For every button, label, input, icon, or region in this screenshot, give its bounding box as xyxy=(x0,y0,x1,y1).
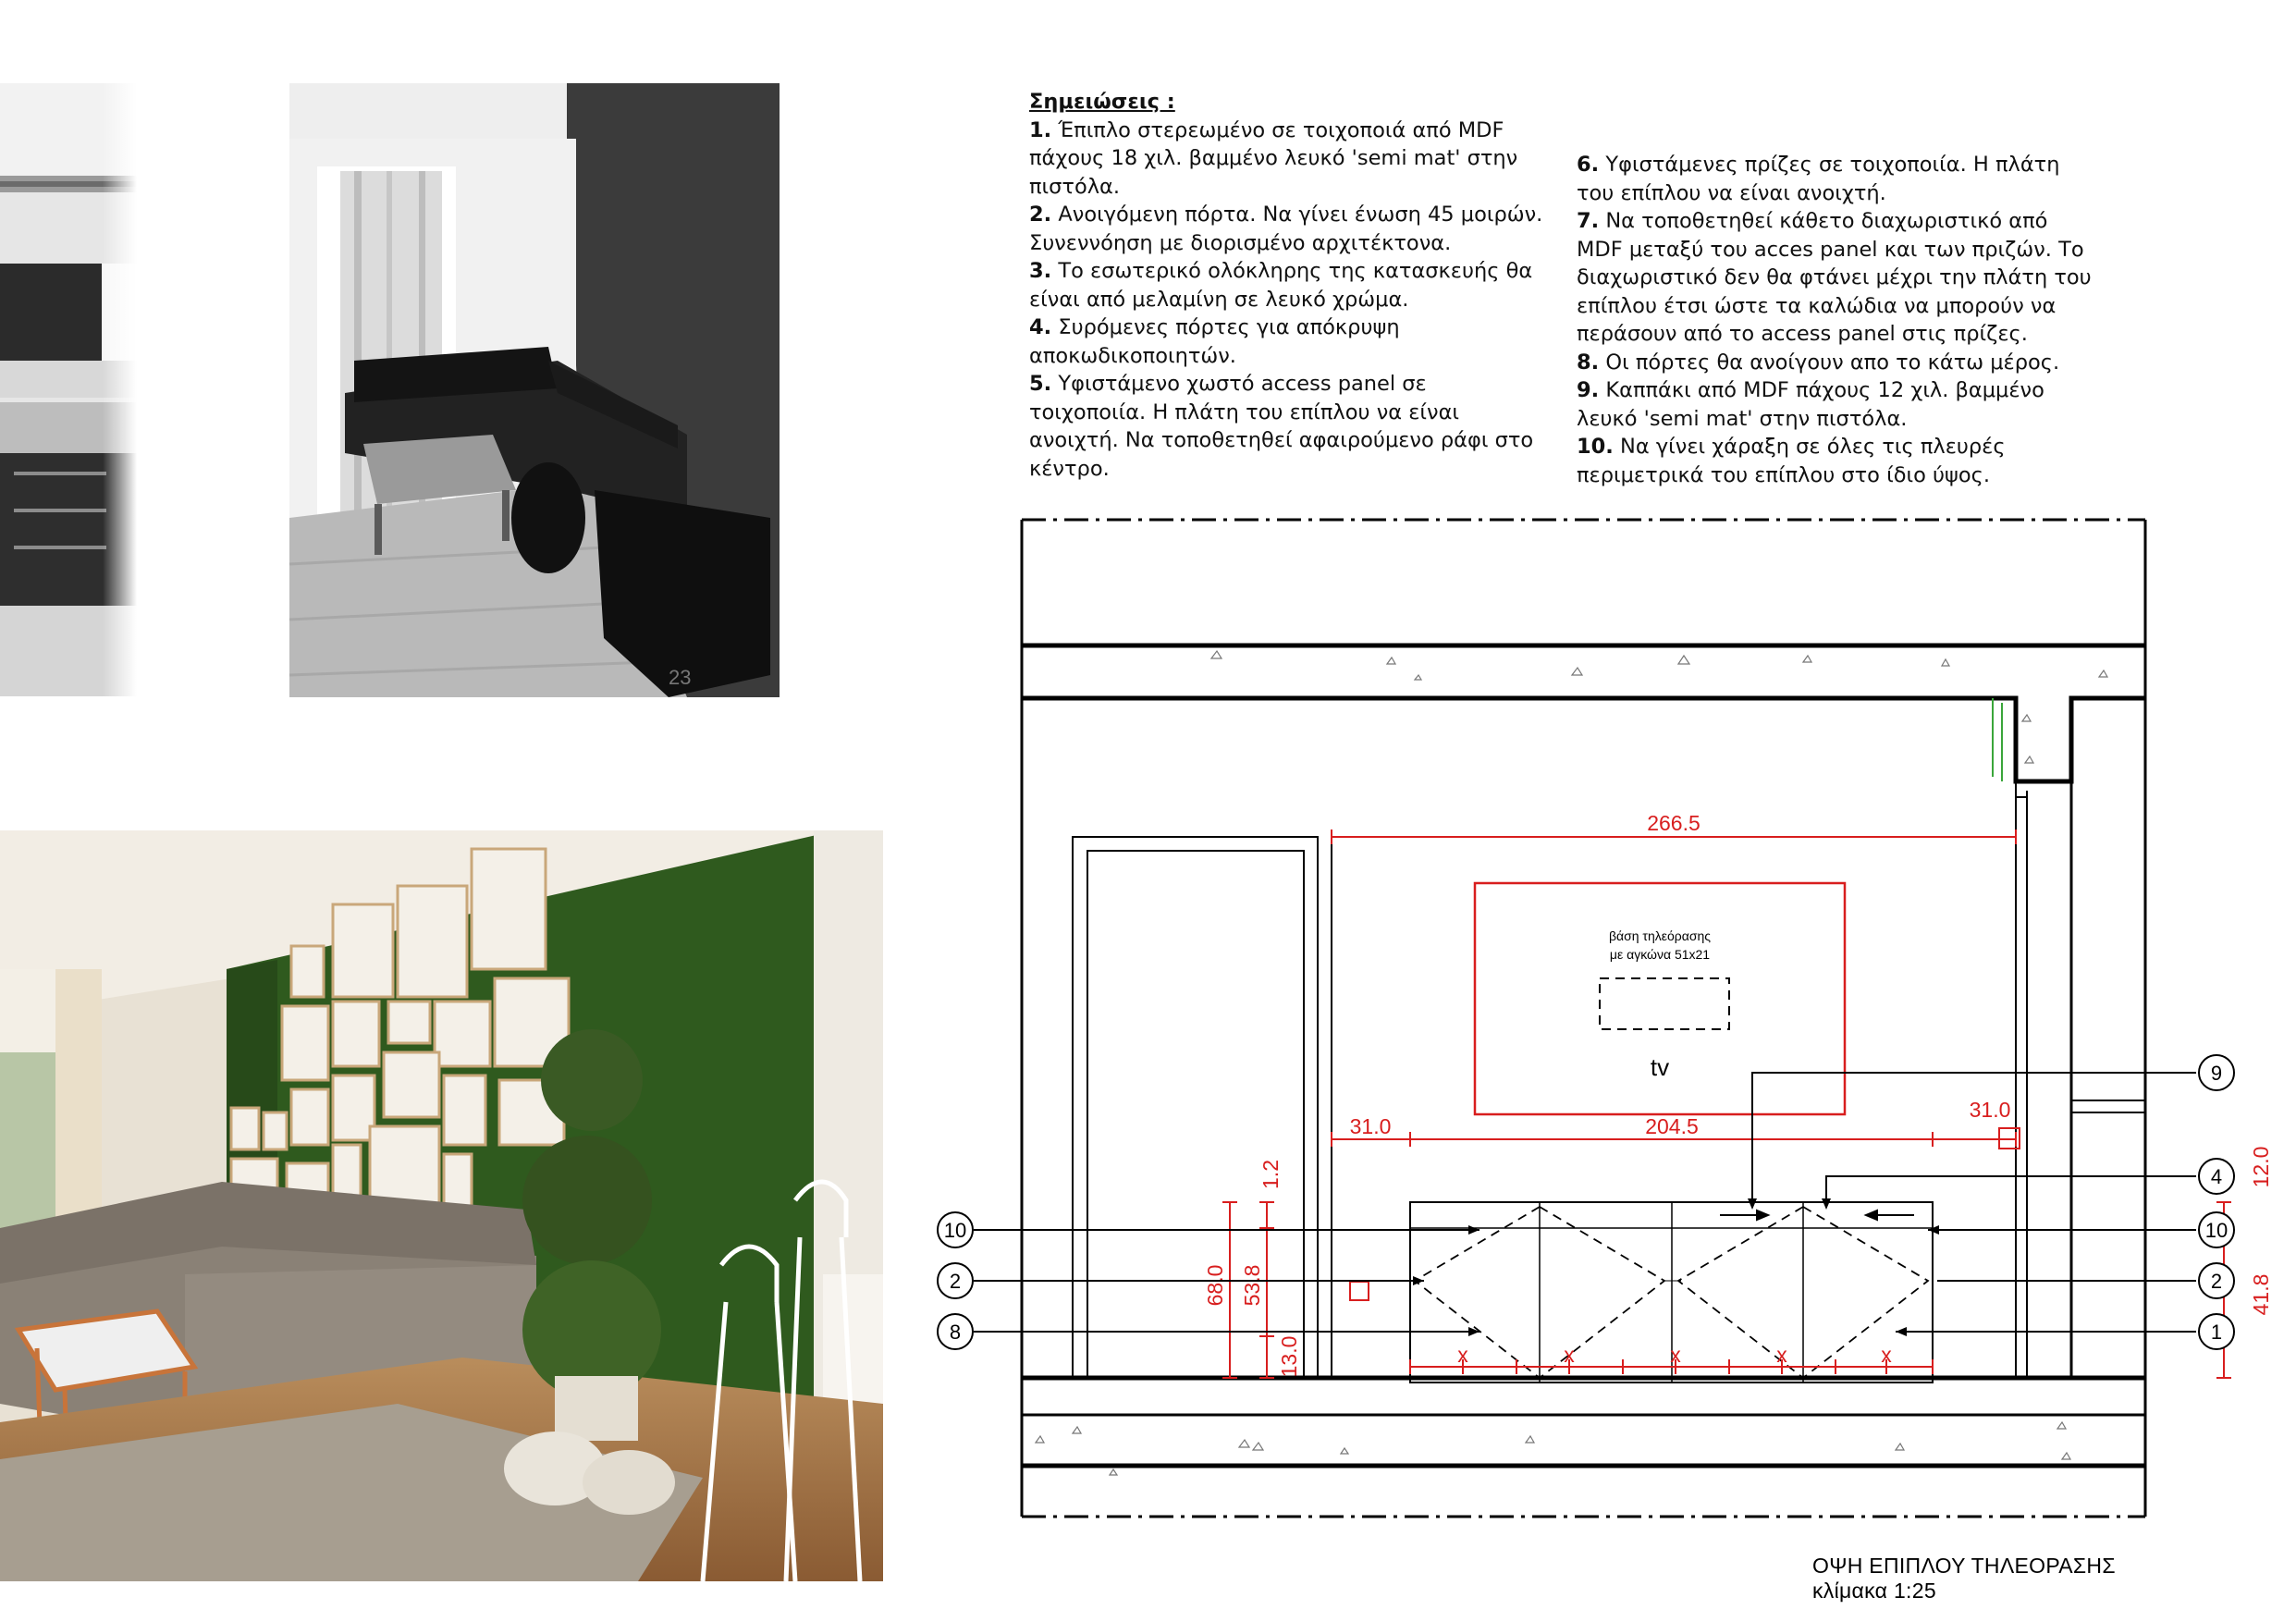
x-mark: x xyxy=(1670,1343,1681,1367)
note-number: 1. xyxy=(1029,117,1052,142)
note-8 xyxy=(1577,349,2094,377)
note-7 xyxy=(1577,207,2094,349)
tv-bracket xyxy=(1600,978,1729,1029)
note-text: Να τοποθετηθεί κάθετο διαχωριστικό από MDF μεταξύ του acces panel και των πριζών. Το διαχωριστικό δεν θα φτάνει μέχρι την πλάτη του επίπλου έτσι ώστε τα καλώδια να μπορούν να περάσουν από το access panel στις πρίζες. xyxy=(1577,209,2092,346)
note-number: 9. xyxy=(1577,378,1600,402)
callout-right-9 xyxy=(2199,1055,2234,1090)
callout-label: 9 xyxy=(2210,1062,2223,1085)
living-room-photo xyxy=(289,83,780,697)
callout-label: 4 xyxy=(2210,1165,2223,1188)
bottom-slab xyxy=(1022,1378,2145,1466)
note-number: 10. xyxy=(1577,435,1614,459)
tv-label: tv xyxy=(1650,1053,1670,1081)
note-number: 6. xyxy=(1577,153,1600,177)
note-text: Συρόμενες πόρτες για απόκρυψη αποκωδικοποιητών. xyxy=(1029,315,1400,368)
caption-scale: κλίμακα 1:25 xyxy=(1812,1579,1936,1603)
dim-top-gap: 1.2 xyxy=(1259,1160,1283,1189)
callout-left-10 xyxy=(938,1212,973,1247)
note-text: Να γίνει χάραξη σε όλες τις πλευρές περιμετρικά του επίπλου στο ίδιο ύψος. xyxy=(1577,435,2006,487)
callout-label: 8 xyxy=(949,1321,962,1344)
callout-right-2 xyxy=(2199,1263,2234,1298)
dim-height-body: 53.8 xyxy=(1240,1264,1264,1307)
photo-number: 23 xyxy=(669,666,692,689)
dim-left-offset: 31.0 xyxy=(1349,1114,1392,1138)
callout-label: 2 xyxy=(949,1270,962,1293)
callout-left-2 xyxy=(938,1263,973,1298)
notes-right xyxy=(1577,151,2094,489)
top-slab xyxy=(1022,645,2145,781)
bracket-label-line1: βάση τηλεόρασης xyxy=(1608,928,1712,943)
note-text: Καππάκι από MDF πάχους 12 χιλ. βαμμένο λευκό 'semi mat' στην πιστόλα. xyxy=(1577,378,2044,431)
notes-heading: Σημειώσεις : xyxy=(1029,90,1175,114)
callout-right-1 xyxy=(2199,1314,2234,1349)
note-9 xyxy=(1577,376,2094,433)
door-frame xyxy=(1073,837,1332,1378)
drawing-caption xyxy=(1812,1554,2116,1604)
callout-left-8 xyxy=(938,1314,973,1349)
note-1 xyxy=(1029,117,1547,202)
dim-plinth: 13.0 xyxy=(1277,1335,1301,1378)
note-number: 2. xyxy=(1029,203,1052,227)
note-number: 8. xyxy=(1577,350,1600,375)
tv-unit-elevation-drawing xyxy=(943,513,2293,1530)
dimension-lines xyxy=(1222,829,2231,1378)
note-text: Υφιστάμενες πρίζες σε τοιχοποιία. Η πλάτη του επίπλου να είναι ανοιχτή. xyxy=(1577,153,2060,205)
note-text: Έπιπλο στερεωμένο σε τοιχοποιά από MDF πάχους 18 χιλ. βαμμένο λευκό 'semi mat' στην πιστόλα. xyxy=(1029,117,1518,199)
callout-label: 10 xyxy=(2204,1219,2228,1242)
x-mark: x xyxy=(1457,1343,1468,1367)
dim-right-top: 12.0 xyxy=(2249,1146,2273,1188)
socket-marker xyxy=(1350,1282,1369,1300)
dim-top-width: 266.5 xyxy=(1647,811,1701,835)
dim-height-total: 68.0 xyxy=(1203,1264,1227,1307)
bracket-label-line2: με αγκώνα 51x21 xyxy=(1609,947,1711,962)
x-mark: x xyxy=(1881,1343,1892,1367)
kitchen-photo xyxy=(0,83,137,696)
note-3 xyxy=(1029,257,1547,313)
note-text: Υφιστάμενο χωστό access panel σε τοιχοποιία. Η πλάτη του επίπλου να είναι ανοιχτή. Να τοποθετηθεί αφαιρούμενο ράφι στο κέντρο. xyxy=(1029,372,1534,481)
note-6 xyxy=(1577,151,2094,207)
caption-title: ΟΨΗ ΕΠΙΠΛΟΥ ΤΗΛΕΟΡΑΣΗΣ xyxy=(1812,1554,2116,1578)
dim-cabinet-width: 204.5 xyxy=(1645,1114,1699,1138)
note-text: Οι πόρτες θα ανοίγουν απο το κάτω μέρος. xyxy=(1599,350,2060,375)
note-4 xyxy=(1029,313,1547,370)
callout-label: 1 xyxy=(2210,1321,2223,1344)
callout-right-10 xyxy=(2199,1212,2234,1247)
x-mark: x xyxy=(1564,1343,1575,1367)
note-number: 7. xyxy=(1577,209,1600,233)
note-number: 4. xyxy=(1029,315,1052,339)
render-photo xyxy=(0,830,883,1581)
note-5 xyxy=(1029,370,1547,483)
notes-left xyxy=(1029,88,1547,483)
right-column xyxy=(2016,781,2145,1378)
note-number: 5. xyxy=(1029,372,1052,396)
callout-label: 10 xyxy=(943,1219,967,1242)
callout-right-4 xyxy=(2199,1159,2234,1194)
note-text: Ανοιγόμενη πόρτα. Να γίνει ένωση 45 μοιρών. Συνεννόηση με διορισμένο αρχιτέκτονα. xyxy=(1029,203,1543,255)
callout-label: 2 xyxy=(2210,1270,2223,1293)
note-2 xyxy=(1029,201,1547,257)
x-mark: x xyxy=(1776,1343,1787,1367)
note-text: Το εσωτερικό ολόκληρης της κατασκευής θα είναι από μελαμίνη σε λευκό χρώμα. xyxy=(1029,259,1533,312)
dim-right-offset: 31.0 xyxy=(1969,1098,2011,1122)
note-number: 3. xyxy=(1029,259,1052,283)
callout-arrowheads xyxy=(1413,1198,1939,1336)
dim-right-body: 41.8 xyxy=(2249,1273,2273,1316)
note-10 xyxy=(1577,433,2094,489)
